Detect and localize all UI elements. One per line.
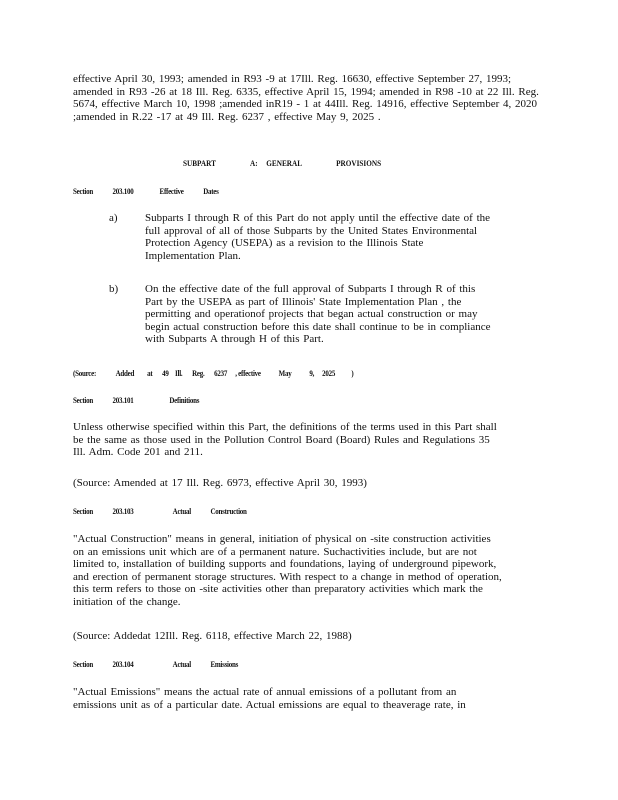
section-heading-103 bbox=[73, 506, 247, 516]
section-label: Section bbox=[73, 395, 93, 405]
source-word: (Source: bbox=[73, 368, 97, 378]
section-number: 203.100 bbox=[112, 186, 134, 196]
section-title-word: Actual bbox=[172, 659, 191, 669]
section-heading-104 bbox=[73, 659, 238, 669]
source-word: at bbox=[147, 368, 153, 378]
section-number: 203.101 bbox=[112, 395, 134, 405]
item-marker-a: a) bbox=[109, 212, 118, 224]
section-title-word: Construction bbox=[210, 506, 247, 516]
subpart-provisions: PROVISIONS bbox=[336, 158, 382, 168]
section-number: 203.103 bbox=[112, 506, 134, 516]
subpart-word: SUBPART bbox=[183, 158, 216, 168]
section-title-word: Emissions bbox=[210, 659, 239, 669]
source-word: , effective bbox=[235, 368, 261, 378]
source-word: Added bbox=[115, 368, 135, 378]
section-label: Section bbox=[73, 186, 93, 196]
source-word: Ill. bbox=[175, 368, 183, 378]
item-text-b: On the effective date of the full approval of Subparts I through R of this Part by the USEPA as part of Illinois' State Implementation Plan , the permitting and operationof projects that began actual construction or may begin actual construction before this date shall continue to be in compliance with Subparts A through H of this Part. bbox=[145, 283, 491, 345]
item-text-a: Subparts I through R of this Part do not apply until the effective date of the full approval of all of those Subparts by the United States Environmental Protection Agency (USEPA) as a revision to the Illinois State Implementation Plan. bbox=[145, 212, 491, 262]
source-note-100 bbox=[73, 368, 353, 378]
section-number: 203.104 bbox=[112, 659, 134, 669]
section-label: Section bbox=[73, 506, 93, 516]
source-word: May bbox=[278, 368, 292, 378]
subpart-heading bbox=[183, 158, 381, 168]
source-word: ) bbox=[351, 368, 354, 378]
actual-emissions-paragraph: "Actual Emissions" means the actual rate of annual emissions of a pollutant from an emissions unit as of a particular date. Actual emissions are equal to theaverage rate, in bbox=[73, 686, 466, 711]
source-word: 2025 bbox=[322, 368, 336, 378]
history-paragraph: effective April 30, 1993; amended in R93 -9 at 17Ill. Reg. 16630, effective September 27, 1993; amended in R93 -26 at 18 Ill. Reg. 6335, effective April 15, 1994; amended in R98 -10 at 22 Ill. Reg. 5674, effective March 10, 1998 ;amended inR19 - 1 at 44Ill. Reg. 14916, effective September 4, 2020 ;amended in R.22 -17 at 49 Ill. Reg. 6237 , effective May 9, 2025 . bbox=[73, 73, 539, 123]
definitions-paragraph: Unless otherwise specified within this Part, the definitions of the terms used in this Part shall be the same as those used in the Pollution Control Board (Board) Rules and Regulations 35 Ill. Adm. Code 201 and 211. bbox=[73, 421, 497, 458]
source-word: 9, bbox=[309, 368, 315, 378]
section-label: Section bbox=[73, 659, 93, 669]
subpart-letter: A: bbox=[250, 158, 258, 168]
section-title: Definitions bbox=[169, 395, 200, 405]
source-note-101: (Source: Amended at 17 Ill. Reg. 6973, effective April 30, 1993) bbox=[73, 477, 367, 489]
source-word: 6237 bbox=[214, 368, 228, 378]
source-word: 49 bbox=[162, 368, 169, 378]
actual-construction-paragraph: "Actual Construction" means in general, initiation of physical on -site construction activities on an emissions unit which are of a permanent nature. Suchactivities include, but are not limited to, installation of building supports and foundations, laying of underground pipework, and erection of permanent storage structures. With respect to a change in method of operation, this term refers to those on -site activities other than preparatory activities which mark the initiation of the change. bbox=[73, 533, 502, 608]
source-word: Reg. bbox=[192, 368, 205, 378]
item-marker-b: b) bbox=[109, 283, 119, 295]
section-title-word: Effective bbox=[159, 186, 184, 196]
section-heading-100 bbox=[73, 186, 219, 196]
section-heading-101 bbox=[73, 395, 199, 405]
source-note-103: (Source: Addedat 12Ill. Reg. 6118, effective March 22, 1988) bbox=[73, 630, 352, 642]
section-title-word: Actual bbox=[172, 506, 191, 516]
section-title-word: Dates bbox=[203, 186, 219, 196]
subpart-general: GENERAL bbox=[266, 158, 303, 168]
